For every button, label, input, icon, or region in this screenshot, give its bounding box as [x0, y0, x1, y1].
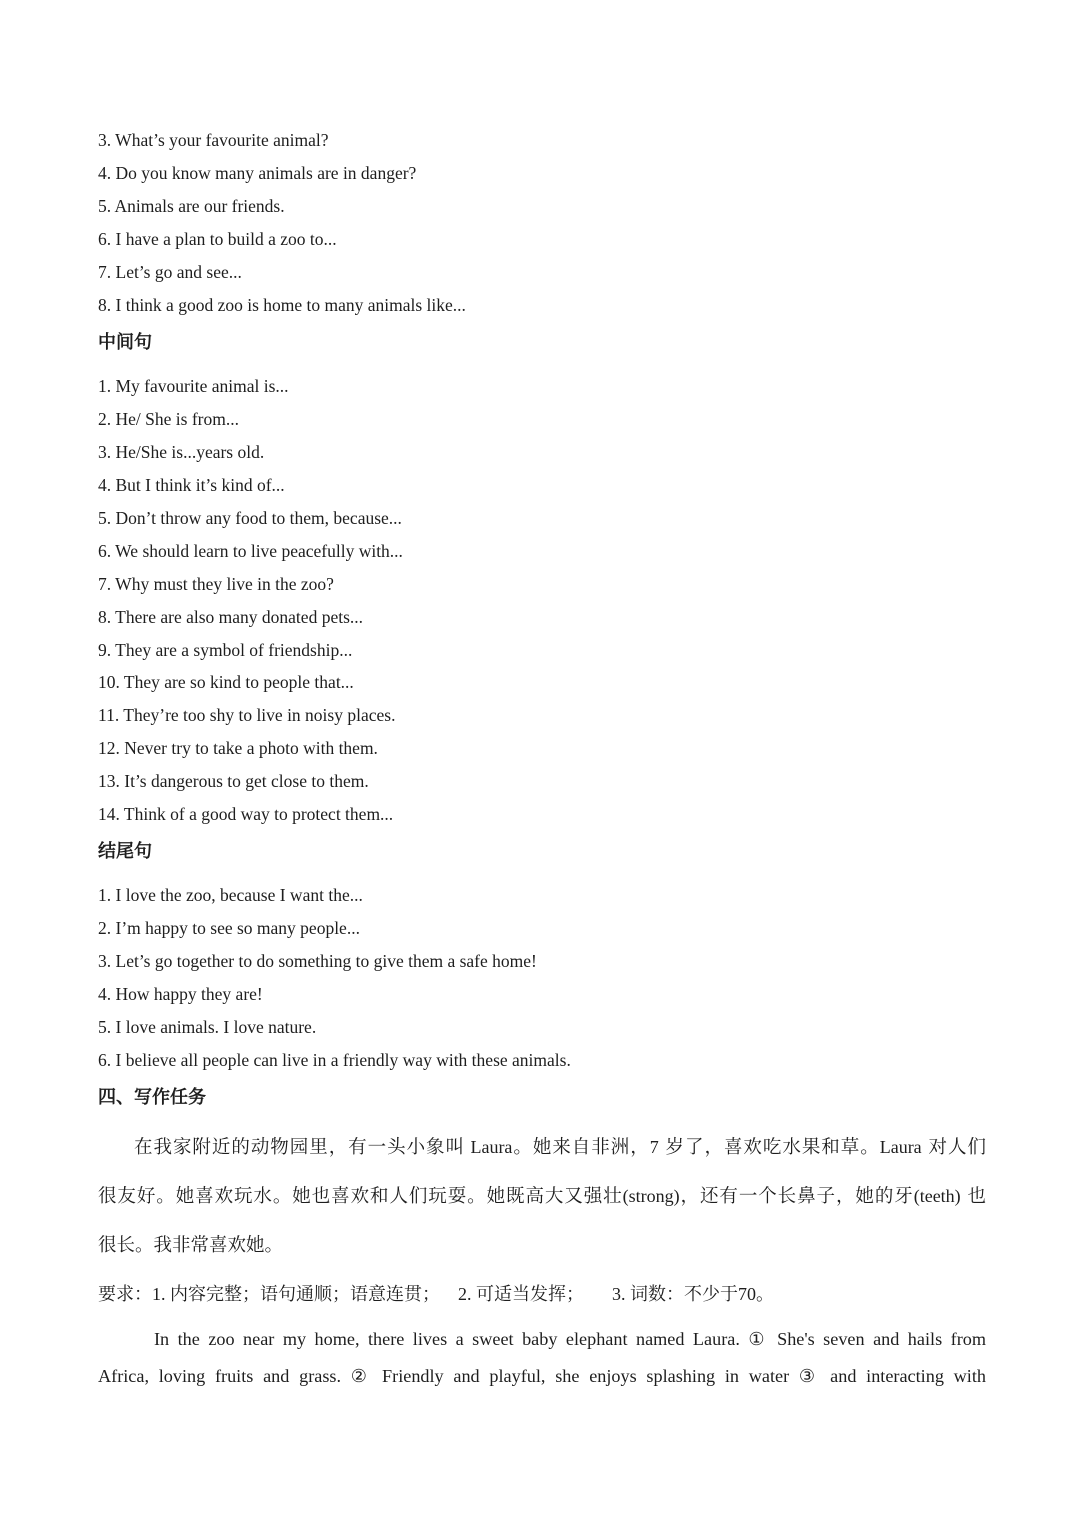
list-item: 6. I believe all people can live in a friendly way with these animals.	[98, 1050, 571, 1070]
essay-line-1: In the zoo near my home, there lives a sweet baby elephant named Laura. ① She's seven and hails from	[154, 1329, 986, 1349]
list-item: 14. Think of a good way to protect them...	[98, 804, 394, 824]
list-item: 4. How happy they are!	[98, 984, 263, 1004]
list-item: 4. But I think it’s kind of...	[98, 475, 285, 495]
list-item: 3. He/She is...years old.	[98, 442, 265, 462]
list-item: 13. It’s dangerous to get close to them.	[98, 771, 369, 791]
task-prompt-line-3: 很长。我非常喜欢她。	[98, 1235, 284, 1256]
section-heading-middle: 中间句	[98, 332, 152, 353]
section-heading-ending: 结尾句	[98, 841, 152, 862]
list-item: 6. We should learn to live peacefully with...	[98, 541, 403, 561]
list-item: 11. They’re too shy to live in noisy places.	[98, 705, 396, 725]
list-item: 3. Let’s go together to do something to give them a safe home!	[98, 951, 537, 971]
task-requirements: 要求：1. 内容完整；语句通顺；语意连贯； 2. 可适当发挥； 3. 词数：不少于70。	[98, 1284, 774, 1305]
list-item: 1. I love the zoo, because I want the...	[98, 885, 363, 905]
list-item: 2. He/ She is from...	[98, 409, 239, 429]
list-item: 2. I’m happy to see so many people...	[98, 918, 360, 938]
list-item: 8. There are also many donated pets...	[98, 607, 364, 627]
list-item: 12. Never try to take a photo with them.	[98, 738, 378, 758]
list-item: 4. Do you know many animals are in danger?	[98, 163, 417, 183]
list-item: 1. My favourite animal is...	[98, 376, 289, 396]
list-item: 5. I love animals. I love nature.	[98, 1017, 317, 1037]
list-item: 7. Let’s go and see...	[98, 262, 242, 282]
section-heading-writing-task: 四、写作任务	[98, 1087, 206, 1108]
list-item: 8. I think a good zoo is home to many animals like...	[98, 295, 466, 315]
task-prompt-line-1: 在我家附近的动物园里，有一头小象叫 Laura。她来自非洲，7 岁了，喜欢吃水果和草。Laura 对人们	[134, 1137, 986, 1158]
list-item: 5. Don’t throw any food to them, because...	[98, 508, 402, 528]
list-item: 7. Why must they live in the zoo?	[98, 574, 334, 594]
list-item: 6. I have a plan to build a zoo to...	[98, 229, 337, 249]
essay-line-2: Africa, loving fruits and grass. ② Friendly and playful, she enjoys splashing in water ③ and interacting with	[98, 1366, 986, 1386]
list-item: 5. Animals are our friends.	[98, 196, 285, 216]
task-prompt-line-2: 很友好。她喜欢玩水。她也喜欢和人们玩耍。她既高大又强壮(strong)，还有一个长鼻子，她的牙(teeth) 也	[98, 1186, 986, 1207]
list-item: 10. They are so kind to people that...	[98, 672, 354, 692]
list-item: 3. What’s your favourite animal?	[98, 130, 329, 150]
list-item: 9. They are a symbol of friendship...	[98, 640, 353, 660]
